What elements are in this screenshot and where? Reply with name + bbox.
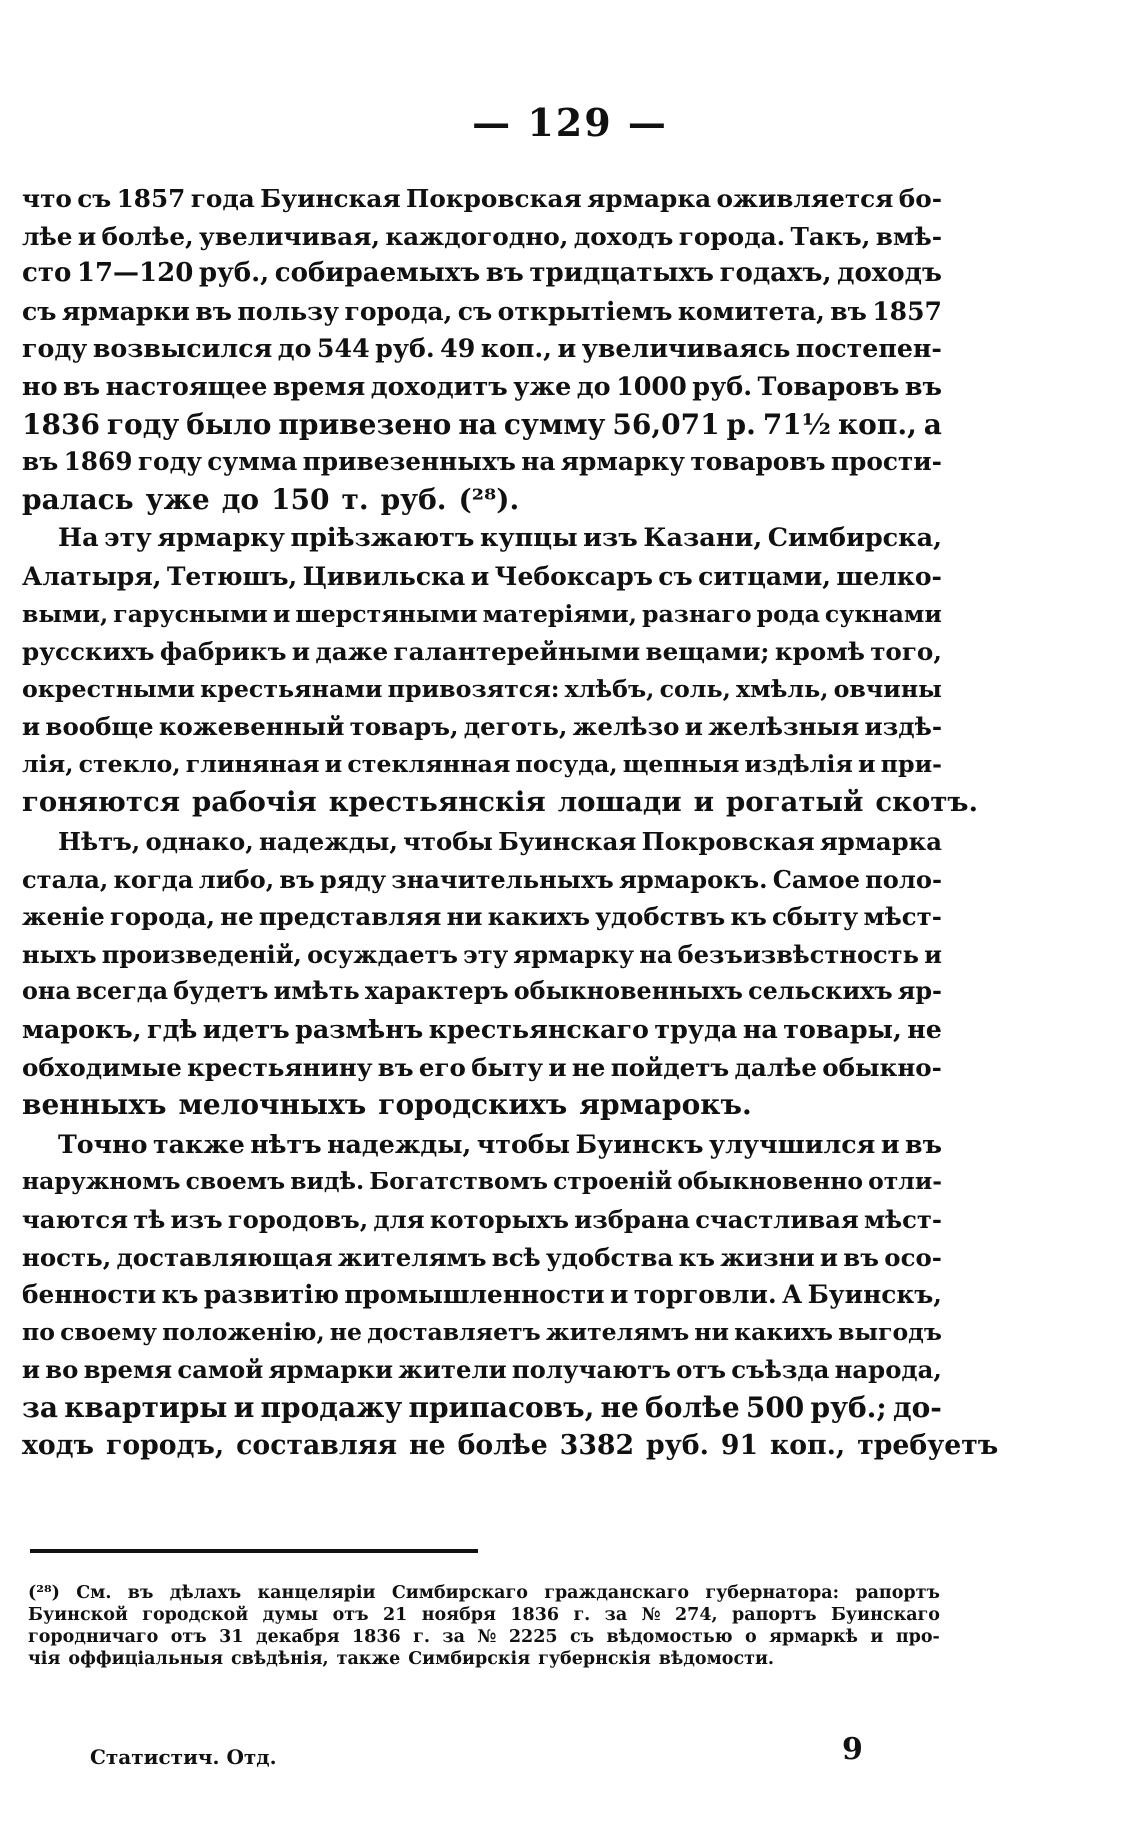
text-line: стала, когда либо, въ ряду значительныхъ ярмарокъ. Самое поло- [22, 864, 942, 894]
text-line: ность, доставляющая жителямъ всѣ удобства къ жизни и въ осо- [22, 1242, 942, 1272]
text-line: лѣе и болѣе, увеличивая, каждогодно, доходъ города. Такъ, вмѣ- [22, 221, 942, 251]
text-line: лія, стекло, глиняная и стеклянная посуда, щепныя издѣлія и при- [22, 749, 942, 778]
footnote-line: (²⁸) См. въ дѣлахъ канцеляріи Симбирскаго гражданскаго губернатора: рапортъ [28, 1583, 940, 1603]
text-line: Нѣтъ, однако, надежды, чтобы Буинская Покровская ярмарка [58, 827, 942, 857]
text-line: ходъ городъ, составляя не болѣе 3382 руб. 91 коп., требуетъ [22, 1429, 999, 1461]
paragraph [22, 520, 979, 821]
text-line: въ 1869 году сумма привезенныхъ на ярмарку товаровъ прости- [22, 447, 942, 477]
footer-signature: Статистич. Отд. [90, 1745, 277, 1769]
text-line: чаются тѣ изъ городовъ, для которыхъ избрана счастливая мѣст- [22, 1205, 942, 1235]
text-line: марокъ, гдѣ идетъ размѣнъ крестьянскаго труда на товары, не [22, 1014, 942, 1045]
text-line: году возвысился до 544 руб. 49 коп., и увеличиваясь постепен- [22, 333, 942, 364]
footnote-divider [30, 1549, 478, 1553]
footnote-line: Буинской городской думы отъ 21 ноября 1836 г. за № 274, рапортъ Буинскаго [28, 1605, 940, 1625]
text-line: бенности къ развитію промышленности и торговли. А Буинскъ, [22, 1280, 942, 1310]
main-text [22, 180, 999, 1464]
text-line: выми, гарусными и шерстяными матеріями, разнаго рода сукнами [22, 599, 942, 628]
text-line: но въ настоящее время доходитъ уже до 1000 руб. Товаровъ въ [22, 370, 942, 401]
paragraph [22, 180, 942, 518]
text-line: Точно также нѣтъ надежды, чтобы Буинскъ улучшился и въ [58, 1128, 942, 1159]
text-line: и вообще кожевенный товаръ, деготь, желѣзо и желѣзныя издѣ- [22, 712, 942, 742]
text-line: ныхъ произведеній, осуждаетъ эту ярмарку на безъизвѣстность и [22, 939, 942, 969]
text-line: съ ярмарки въ пользу города, съ открытіемъ комитета, въ 1857 [22, 295, 942, 326]
text-line: что съ 1857 года Буинская Покровская ярмарка оживляется бо- [22, 184, 942, 213]
text-line: наружномъ своемъ видѣ. Богатствомъ строеній обыкновенно отли- [22, 1167, 942, 1196]
paragraph [22, 823, 942, 1124]
text-line: женіе города, не представляя ни какихъ удобствъ къ сбыту мѣст- [22, 902, 942, 932]
text-line: Алатыря, Тетюшъ, Цивильска и Чебоксаръ съ ситцами, шелко- [22, 561, 942, 591]
page-number: — 129 — [472, 100, 668, 145]
footer-sheet-number: 9 [842, 1732, 863, 1767]
footnote-line: городничаго отъ 31 декабря 1836 г. за № 2225 съ вѣдомостью о ярмаркѣ и про- [28, 1627, 940, 1647]
paragraph [22, 1126, 999, 1464]
footnote [28, 1582, 940, 1670]
text-line: гоняются рабочія крестьянскія лошади и рогатый скотъ. [22, 785, 979, 818]
footnote-line: чія оффиціальныя свѣдѣнія, также Симбирскія губернскія вѣдомости. [28, 1649, 775, 1669]
text-line: русскихъ фабрикъ и даже галантерейными вещами; кромѣ того, [22, 637, 942, 667]
text-line: На эту ярмарку пріѣзжаютъ купцы изъ Казани, Симбирска, [58, 523, 942, 554]
text-line: обходимые крестьянину въ его быту и не пойдетъ далѣе обыкно- [22, 1052, 942, 1082]
text-line: окрестными крестьянами привозятся: хлѣбъ, соль, хмѣль, овчины [22, 674, 942, 703]
text-line: венныхъ мелочныхъ городскихъ ярмарокъ. [22, 1088, 752, 1122]
text-line: и во время самой ярмарки жители получаютъ отъ съѣзда народа, [22, 1355, 942, 1385]
text-line: 1836 году было привезено на сумму 56,071 р. 71½ коп., а [22, 407, 942, 441]
text-line: она всегда будетъ имѣть характеръ обыкновенныхъ сельскихъ яр- [22, 977, 942, 1006]
text-line: за квартиры и продажу припасовъ, не болѣе 500 руб.; до- [22, 1391, 942, 1424]
text-line: по своему положенію, не доставляетъ жителямъ ни какихъ выгодъ [22, 1317, 942, 1346]
text-line: ралась уже до 150 т. руб. (²⁸). [22, 482, 520, 516]
text-line: сто 17—120 руб., собираемыхъ въ тридцатыхъ годахъ, доходъ [22, 258, 942, 289]
